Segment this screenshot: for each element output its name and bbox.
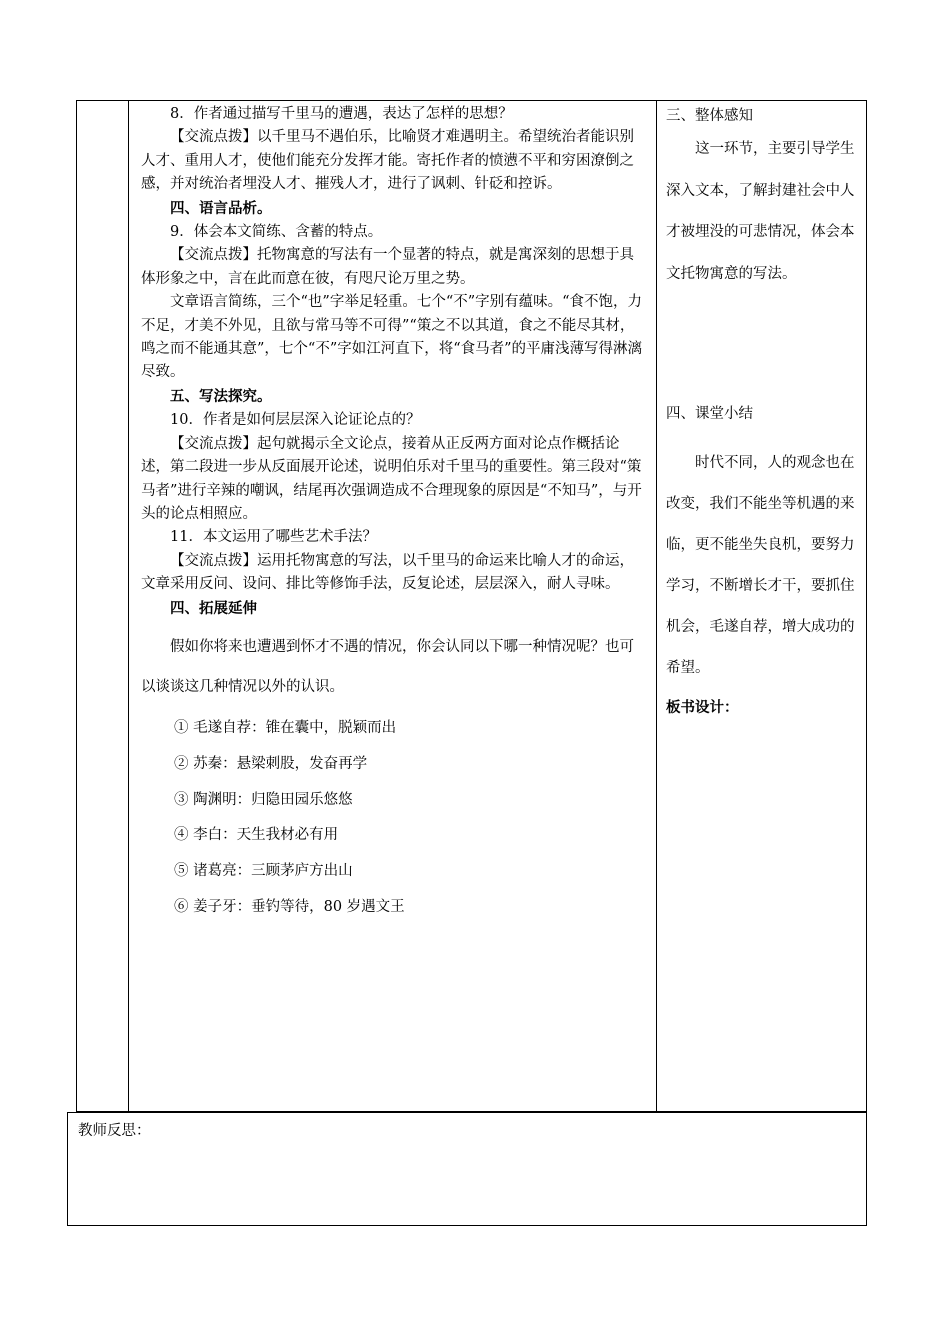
board-design-title: 板书设计：: [666, 699, 739, 716]
question-8: 8．作者通过描写千里马的遭遇，表达了怎样的思想？: [170, 106, 513, 122]
option-item: ③ 陶渊明：归隐田园乐悠悠: [174, 791, 353, 808]
option-item: ② 苏秦：悬梁刺股，发奋再学: [174, 755, 368, 772]
answer-8: 【交流点拨】以千里马不遇伯乐，比喻贤才难遇明主。希望统治者能识别人才、重用人才，使他们能充分发挥才能。寄托作者的愤懑不平和穷困潦倒之感，并对统治者埋没人才、摧残人才，进行了讽刺、针砭和控诉。: [141, 129, 634, 193]
left-empty-column: [77, 101, 129, 1111]
side-section-4-text: 时代不同，人的观念也在改变，我们不能坐等机遇的来临，更不能坐失良机，要努力学习，不断增长才干，要抓住机会，毛遂自荐，增大成功的希望。: [666, 455, 855, 676]
teacher-reflection-label: 教师反思：: [78, 1123, 151, 1139]
option-item: ④ 李白：天生我材必有用: [174, 827, 339, 844]
answer-9-para-2: 文章语言简练，三个“也”字举足轻重。七个“不”字别有蕴味。“食不饱，力不足，才美不外见，且欲与常马等不可得”“策之不以其道，食之不能尽其材，鸣之而不能通其意”，七个“不”字如江河直下，将“食马者”的平庸浅薄写得淋漓尽致。: [141, 294, 643, 381]
section-extension-title: 四、拓展延伸: [170, 599, 257, 617]
teacher-reflection-box: [67, 1112, 867, 1226]
answer-11: 【交流点拨】运用托物寓意的写法，以千里马的命运来比喻人才的命运，文章采用反问、设问、排比等修饰手法，反复论述，层层深入，耐人寻味。: [141, 552, 634, 593]
option-item: ⑥ 姜子牙：垂钓等待，80 岁遇文王: [174, 898, 405, 915]
question-11: 11．本文运用了哪些艺术手法？: [170, 529, 377, 546]
question-10: 10．作者是如何层层深入论证论点的？: [170, 412, 421, 429]
option-item: ⑤ 诸葛亮：三顾茅庐方出山: [174, 863, 353, 880]
section-writing-title: 五、写法探究。: [170, 387, 272, 405]
question-9: 9．体会本文简练、含蓄的特点。: [170, 224, 383, 241]
extension-intro: 假如你将来也遭遇到怀才不遇的情况，你会认同以下哪一种情况呢？也可以谈谈这几种情况以外的认识。: [141, 638, 634, 695]
option-item: ① 毛遂自荐：锥在囊中，脱颖而出: [174, 719, 397, 736]
answer-10: 【交流点拨】起句就揭示全文论点，接着从正反两方面对论点作概括论述，第二段进一步从反面展开论述，说明伯乐对千里马的重要性。第三段对“策马者”进行辛辣的嘲讽，结尾再次强调造成不合理现象的原因是“不知马”，与开头的论点相照应。: [141, 435, 642, 522]
main-content-column: [129, 101, 657, 1111]
answer-9: 【交流点拨】托物寓意的写法有一个显著的特点，就是寓深刻的思想于具体形象之中，言在此而意在彼，有咫尺论万里之势。: [141, 247, 634, 287]
side-section-4-title: 四、课堂小结: [666, 406, 753, 422]
side-section-3-title: 三、整体感知: [666, 108, 753, 124]
side-notes-column: [657, 101, 868, 1111]
side-section-3-text: 这一环节，主要引导学生深入文本，了解封建社会中人才被埋没的可悲情况，体会本文托物寓意的写法。: [666, 141, 855, 282]
lesson-table: [76, 100, 867, 1112]
section-language-title: 四、语言品析。: [170, 199, 272, 217]
